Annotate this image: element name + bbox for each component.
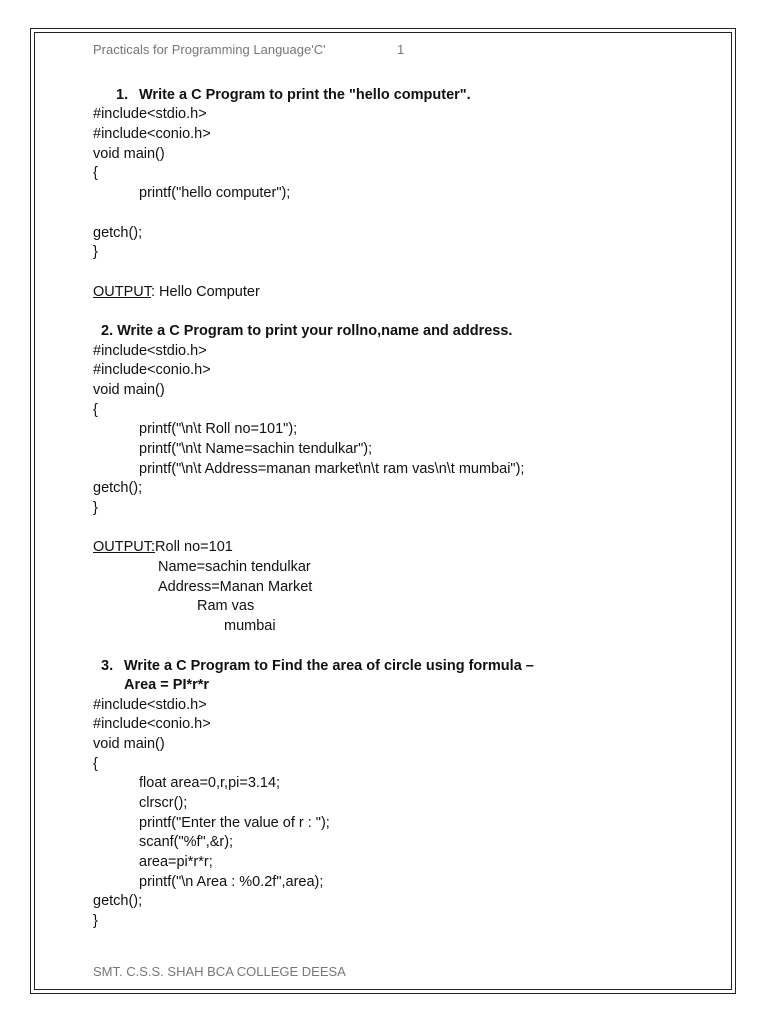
q2-code-line: #include<conio.h> — [93, 362, 211, 378]
page-number: 1 — [397, 42, 405, 57]
q2-code-line: #include<stdio.h> — [93, 343, 207, 359]
q3-code-line: printf("Enter the value of r : "); — [139, 815, 330, 831]
q3-question: Write a C Program to Find the area of circle using formula – — [124, 658, 534, 674]
q3-code-line: { — [93, 756, 98, 772]
page-header — [93, 42, 405, 57]
q2-output-line: Name=sachin tendulkar — [158, 559, 311, 575]
header-title: Practicals for Programming Language'C' — [93, 42, 326, 57]
q3-formula: Area = PI*r*r — [124, 677, 210, 693]
q1-code-line: { — [93, 165, 98, 181]
q3-number: 3. — [101, 658, 114, 674]
q2-output-line: mumbai — [224, 618, 276, 634]
q1-number: 1. — [116, 87, 129, 103]
q1-code-line: #include<conio.h> — [93, 126, 211, 142]
q2-code-line: { — [93, 402, 98, 418]
q2-code-line: } — [93, 500, 98, 516]
q2-code-line: printf("\n\t Roll no=101"); — [139, 421, 298, 437]
q3-code-line: scanf("%f",&r); — [139, 834, 234, 850]
q1-code-line: printf("hello computer"); — [139, 185, 291, 201]
q3-code-line: #include<conio.h> — [93, 716, 211, 732]
q1-output — [93, 283, 260, 303]
q3-code-line: area=pi*r*r; — [139, 854, 213, 870]
q2-code-line: printf("\n\t Name=sachin tendulkar"); — [139, 441, 373, 457]
q3-code-line: printf("\n Area : %0.2f",area); — [139, 874, 324, 890]
q2-code-line: void main() — [93, 382, 165, 398]
q1-question: Write a C Program to print the "hello computer". — [139, 87, 471, 103]
q3-code-line: #include<stdio.h> — [93, 697, 207, 713]
q1-code-line: getch(); — [93, 225, 143, 241]
q2-output-label — [93, 538, 233, 558]
q1-output-text: : Hello Computer — [151, 284, 260, 300]
q3-code-line: void main() — [93, 736, 165, 752]
q3-code-line: } — [93, 913, 98, 929]
q1-output-label: OUTPUT — [93, 284, 151, 300]
q3-code-line: float area=0,r,pi=3.14; — [139, 775, 281, 791]
q1-code-line: #include<stdio.h> — [93, 106, 207, 122]
q1-code-line: void main() — [93, 146, 165, 162]
q3-code-line: clrscr(); — [139, 795, 188, 811]
q1-code-line: } — [93, 244, 98, 260]
q3-code-line: getch(); — [93, 893, 143, 909]
q2-output-line: Address=Manan Market — [158, 579, 313, 595]
q2-output-line: Ram vas — [197, 598, 255, 614]
q2-code-line: getch(); — [93, 480, 143, 496]
q2-output-label-text: OUTPUT: — [93, 539, 156, 555]
q2-question: 2. Write a C Program to print your rollno,name and address. — [101, 323, 513, 339]
page-footer: SMT. C.S.S. SHAH BCA COLLEGE DEESA — [93, 964, 346, 979]
q2-output-line: Roll no=101 — [155, 539, 233, 555]
q2-code-line: printf("\n\t Address=manan market\n\t ram vas\n\t mumbai"); — [139, 461, 525, 477]
